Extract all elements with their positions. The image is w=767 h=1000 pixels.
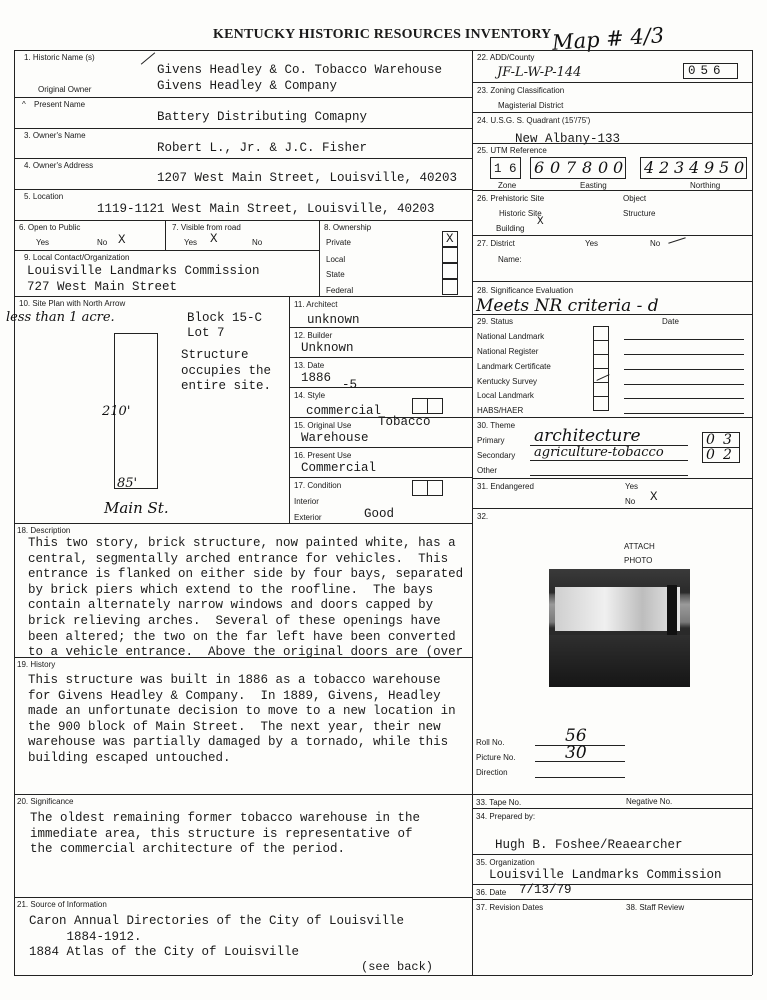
utm-northing-digit: 3 [674, 158, 685, 177]
theme-other-line [530, 475, 688, 476]
theme-primary-code-digit: 3 [723, 432, 732, 448]
rule [319, 220, 320, 296]
form-title: KENTUCKY HISTORIC RESOURCES INVENTORY [213, 27, 552, 42]
rule [472, 794, 752, 795]
description-label: 18. Description [17, 526, 71, 535]
picture-number-value: 30 [565, 743, 587, 763]
status-national-landmark-checkbox[interactable] [593, 326, 609, 341]
endangered-no-label: No [625, 497, 636, 506]
description-line: entrance is flanked on either side by four bays, separated [28, 567, 464, 582]
column-divider [472, 50, 473, 975]
building-mark: X [537, 216, 544, 228]
add-county-value: JF-L-W-P-144 [497, 65, 582, 80]
historic-name-label: 1. Historic Name (s) [24, 53, 95, 62]
description-line: This two story, brick structure, now painted white, has a [28, 536, 456, 550]
visible-from-road-label: 7. Visible from road [172, 223, 241, 232]
rule [289, 447, 472, 448]
prepared-date-label: 36. Date [476, 888, 507, 897]
history-line: building escaped untouched. [28, 751, 231, 765]
builder-label: 12. Builder [294, 331, 333, 340]
utm-northing-label: Northing [690, 181, 721, 190]
rule [14, 97, 472, 98]
status-label: 29. Status [477, 317, 514, 326]
style-code-box-2[interactable] [427, 398, 443, 414]
significance-label: 20. Significance [17, 797, 74, 806]
status-date-line [624, 369, 744, 370]
style-label: 14. Style [294, 391, 326, 400]
architect-value: unknown [307, 313, 360, 327]
site-street-label: Main St. [104, 499, 169, 517]
local-contact-label: 9. Local Contact/Organization [24, 253, 130, 262]
owners-address-label: 4. Owner's Address [24, 161, 94, 170]
field-2-marker: ^ [22, 100, 26, 109]
utm-easting-digit: 0 [598, 158, 609, 177]
original-owner-value: Givens Headley & Company [157, 79, 338, 93]
theme-primary-value: architecture [534, 426, 641, 446]
status-date-line [624, 398, 744, 399]
description-line: brick relieving arches. Several of these openings have [28, 614, 441, 628]
rule [14, 296, 472, 297]
see-back-note: (see back) [361, 960, 434, 974]
rule [14, 189, 472, 190]
rule [14, 794, 472, 795]
owners-name-label: 3. Owner's Name [24, 131, 86, 140]
status-item: National Landmark [477, 332, 545, 341]
direction-line [535, 777, 625, 778]
ownership-private-mark: X [446, 232, 454, 246]
visible-yes-label: Yes [184, 238, 198, 247]
utm-northing-digit: 4 [644, 158, 655, 177]
status-date-line [624, 354, 744, 355]
local-contact-line1: Louisville Landmarks Commission [27, 264, 260, 278]
site-structure-note-3: entire site. [181, 379, 272, 393]
theme-other-label: Other [477, 466, 498, 475]
date-suffix: -5 [342, 378, 358, 392]
architect-label: 11. Architect [294, 300, 338, 309]
endangered-label: 31. Endangered [477, 482, 534, 491]
utm-easting-digit: 0 [613, 158, 624, 177]
utm-easting-digit: 8 [582, 158, 593, 177]
ownership-state-checkbox[interactable] [442, 263, 458, 279]
status-item: Kentucky Survey [477, 377, 538, 386]
rule [14, 897, 472, 898]
status-local-landmark-checkbox[interactable] [593, 382, 609, 397]
location-label: 5. Location [24, 192, 64, 201]
significance-line: immediate area, this structure is representative of [30, 826, 413, 841]
source-line: Caron Annual Directories of the City of Louisville [29, 914, 405, 928]
usgs-quadrant-value: New Albany-133 [515, 132, 621, 146]
utm-northing-digit: 5 [719, 158, 730, 177]
description-line: to a vehicle entrance. Above the original doors are (over [28, 645, 464, 660]
status-habs-haer-checkbox[interactable] [593, 396, 609, 411]
original-use-value-top: Tobacco [378, 415, 431, 429]
open-no-label: No [97, 238, 108, 247]
site-width-label: 85' [117, 476, 138, 491]
ownership-label: 8. Ownership [324, 223, 372, 232]
visible-yes-mark: X [210, 232, 218, 246]
rule [289, 477, 472, 478]
theme-secondary-label: Secondary [477, 451, 516, 460]
district-no-label: No [650, 239, 661, 248]
magisterial-district-label: Magisterial District [498, 101, 564, 110]
prehistoric-site-label: 26. Prehistoric Site [477, 194, 545, 203]
style-code-box-1[interactable] [412, 398, 428, 414]
historic-site-label: Historic Site [499, 209, 542, 218]
theme-secondary-code-digit: 0 [706, 447, 715, 463]
ownership-local-label: Local [326, 255, 346, 264]
status-landmark-certificate-checkbox[interactable] [593, 354, 609, 369]
description-line: by brick piers which extend to the roofline. The bays [28, 582, 434, 597]
utm-northing-digit: 9 [704, 158, 715, 177]
prepared-by-value: Hugh B. Foshee/Reaearcher [495, 838, 683, 852]
condition-interior-label: Interior [294, 497, 319, 506]
utm-northing-digit: 0 [734, 158, 745, 177]
theme-label: 30. Theme [477, 421, 516, 430]
building-label: Building [496, 224, 525, 233]
utm-northing-digit: 2 [659, 158, 670, 177]
status-item: National Register [477, 347, 539, 356]
owners-name-value: Robert L., Jr. & J.C. Fisher [157, 141, 368, 155]
object-label: Object [623, 194, 647, 203]
rule [472, 899, 752, 900]
significance-evaluation-value: Meets NR criteria - d [476, 296, 659, 316]
significance-line: the commercial architecture of the period. [30, 842, 346, 857]
organization-label: 35. Organization [476, 858, 535, 867]
rule [472, 82, 752, 83]
district-yes-label: Yes [585, 239, 599, 248]
status-item: Landmark Certificate [477, 362, 551, 371]
status-date-label: Date [662, 317, 679, 326]
rule [472, 808, 752, 809]
ownership-federal-label: Federal [326, 286, 354, 295]
status-national-register-checkbox[interactable] [593, 340, 609, 355]
builder-value: Unknown [301, 341, 354, 355]
site-size-note: less than 1 acre. [6, 310, 115, 325]
ownership-private-label: Private [326, 238, 351, 247]
rule [472, 235, 752, 236]
rule [165, 220, 166, 250]
utm-easting-digit: 0 [550, 158, 561, 177]
county-code-value: 056 [688, 64, 726, 78]
description-line: been altered; the two on the far left have been converted [28, 629, 456, 644]
prepared-by-label: 34. Prepared by: [476, 812, 536, 821]
rule [289, 357, 472, 358]
rule [14, 158, 472, 159]
tape-number-label: 33. Tape No. [476, 798, 522, 807]
rule [289, 296, 290, 523]
original-use-value: Warehouse [301, 431, 369, 445]
condition-code-box-1[interactable] [412, 480, 428, 496]
roll-number-value: 56 [565, 726, 587, 746]
utm-zone-digit: 6 [509, 162, 517, 176]
status-date-line [624, 384, 744, 385]
utm-zone-label: Zone [498, 181, 517, 190]
history-line: the 900 block of Main Street. The next year, their new [28, 719, 441, 734]
status-date-line [624, 413, 744, 414]
historic-name-value: Givens Headley & Co. Tobacco Warehouse [157, 63, 443, 77]
zoning-label: 23. Zoning Classification [477, 86, 565, 95]
add-county-label: 22. ADD/County [477, 53, 535, 62]
history-line: This structure was built in 1886 as a tobacco warehouse [28, 673, 441, 687]
original-use-label: 15. Original Use [294, 421, 352, 430]
usgs-quadrant-label: 24. U.S.G. S. Quadrant (15'/75') [477, 116, 591, 125]
district-name-label: Name: [498, 255, 522, 264]
rule [472, 417, 752, 418]
photo-label: PHOTO [624, 556, 653, 565]
site-structure-note-1: Structure [181, 348, 249, 362]
utm-label: 25. UTM Reference [477, 146, 547, 155]
frame-right [752, 50, 753, 975]
rule [14, 250, 319, 251]
status-date-line [624, 339, 744, 340]
source-line: 1884 Atlas of the City of Louisville [29, 945, 300, 960]
open-yes-label: Yes [36, 238, 50, 247]
frame-top [14, 50, 752, 51]
present-name-value: Battery Distributing Comapny [157, 110, 368, 124]
history-line: for Givens Headley & Company. In 1889, Givens, Headley [28, 688, 441, 703]
rule [289, 327, 472, 328]
history-line: warehouse was partially damaged by a tornado, while this [28, 735, 449, 750]
attached-photo [549, 569, 690, 687]
rule [14, 220, 472, 221]
visible-no-label: No [252, 238, 263, 247]
pen-tick-mark [141, 52, 155, 64]
direction-label: Direction [476, 768, 508, 777]
theme-secondary-value: agriculture-tobacco [534, 445, 664, 460]
source-line: 1884-1912. [29, 929, 142, 944]
photo-street [549, 635, 690, 687]
original-owner-label: Original Owner [38, 85, 92, 94]
rule [472, 281, 752, 282]
district-label: 27. District [477, 239, 515, 248]
theme-secondary-line [530, 460, 688, 461]
utm-easting-label: Easting [580, 181, 607, 190]
revision-dates-label: 37. Revision Dates [476, 903, 544, 912]
date-value: 1886 [301, 371, 332, 385]
open-no-mark: X [118, 233, 126, 247]
photo-doorway [667, 585, 677, 637]
site-structure-note-2: occupies the [181, 364, 272, 378]
map-number-note: Map # 4/3 [551, 23, 665, 55]
rule [472, 478, 752, 479]
significance-line: The oldest remaining former tobacco warehouse in the [30, 811, 421, 825]
theme-primary-label: Primary [477, 436, 505, 445]
frame-bottom [14, 975, 752, 976]
rule [14, 128, 472, 129]
open-to-public-label: 6. Open to Public [19, 223, 81, 232]
photo-section-label: 32. [477, 512, 489, 521]
endangered-yes-label: Yes [625, 482, 639, 491]
site-block: Block 15-C [187, 311, 263, 325]
picture-number-label: Picture No. [476, 753, 516, 762]
description-line: contain alternately narrow windows and doors capped by [28, 598, 434, 613]
staff-review-label: 38. Staff Review [626, 903, 685, 912]
attach-label: ATTACH [624, 542, 655, 551]
owners-address-value: 1207 West Main Street, Louisville, 40203 [157, 171, 458, 185]
rule [472, 508, 752, 509]
theme-secondary-code-digit: 2 [723, 447, 732, 463]
ownership-federal-checkbox[interactable] [442, 279, 458, 295]
condition-code-box-2[interactable] [427, 480, 443, 496]
photo-building-facade [555, 587, 680, 631]
ownership-local-checkbox[interactable] [442, 247, 458, 263]
rule [472, 112, 752, 113]
negative-number-label: Negative No. [626, 797, 673, 806]
present-use-value: Commercial [301, 461, 377, 475]
condition-exterior-value: Good [364, 507, 395, 521]
structure-label: Structure [623, 209, 656, 218]
rule [14, 523, 472, 524]
utm-easting-box [530, 157, 626, 179]
endangered-no-mark: X [650, 490, 658, 504]
status-item: Local Landmark [477, 391, 534, 400]
local-contact-line2: 727 West Main Street [27, 280, 178, 294]
source-label: 21. Source of Information [17, 900, 107, 909]
prepared-date-value: 7/13/79 [519, 883, 572, 897]
theme-primary-code-digit: 0 [706, 432, 715, 448]
site-lot: Lot 7 [187, 326, 225, 340]
roll-number-label: Roll No. [476, 738, 505, 747]
present-name-label: Present Name [34, 100, 86, 109]
ownership-state-label: State [326, 270, 345, 279]
rule [289, 387, 472, 388]
history-label: 19. History [17, 660, 56, 669]
condition-exterior-label: Exterior [294, 513, 322, 522]
rule [472, 884, 752, 885]
style-value: commercial [306, 404, 382, 418]
description-line: central, segmentally arched entrance for vehicles. This [28, 551, 449, 566]
site-depth-label: 210' [102, 404, 131, 419]
present-use-label: 16. Present Use [294, 451, 352, 460]
rule [472, 854, 752, 855]
status-item: HABS/HAER [477, 406, 524, 415]
picture-number-line [535, 761, 625, 762]
organization-value: Louisville Landmarks Commission [489, 868, 722, 882]
utm-easting-digit: 6 [534, 158, 545, 177]
site-plan-label: 10. Site Plan with North Arrow [19, 299, 126, 308]
theme-primary-line [530, 445, 688, 446]
utm-northing-digit: 4 [689, 158, 700, 177]
history-line: made an unfortunate decision to move to a new location in [28, 704, 456, 719]
district-no-check-mark [668, 237, 685, 244]
utm-easting-digit: 7 [566, 158, 577, 177]
significance-evaluation-label: 28. Significance Evaluation [477, 286, 574, 295]
utm-zone-digit: 1 [494, 162, 502, 176]
condition-label: 17. Condition [294, 481, 342, 490]
date-label: 13. Date [294, 361, 325, 370]
location-value: 1119-1121 West Main Street, Louisville, 40203 [97, 202, 435, 216]
